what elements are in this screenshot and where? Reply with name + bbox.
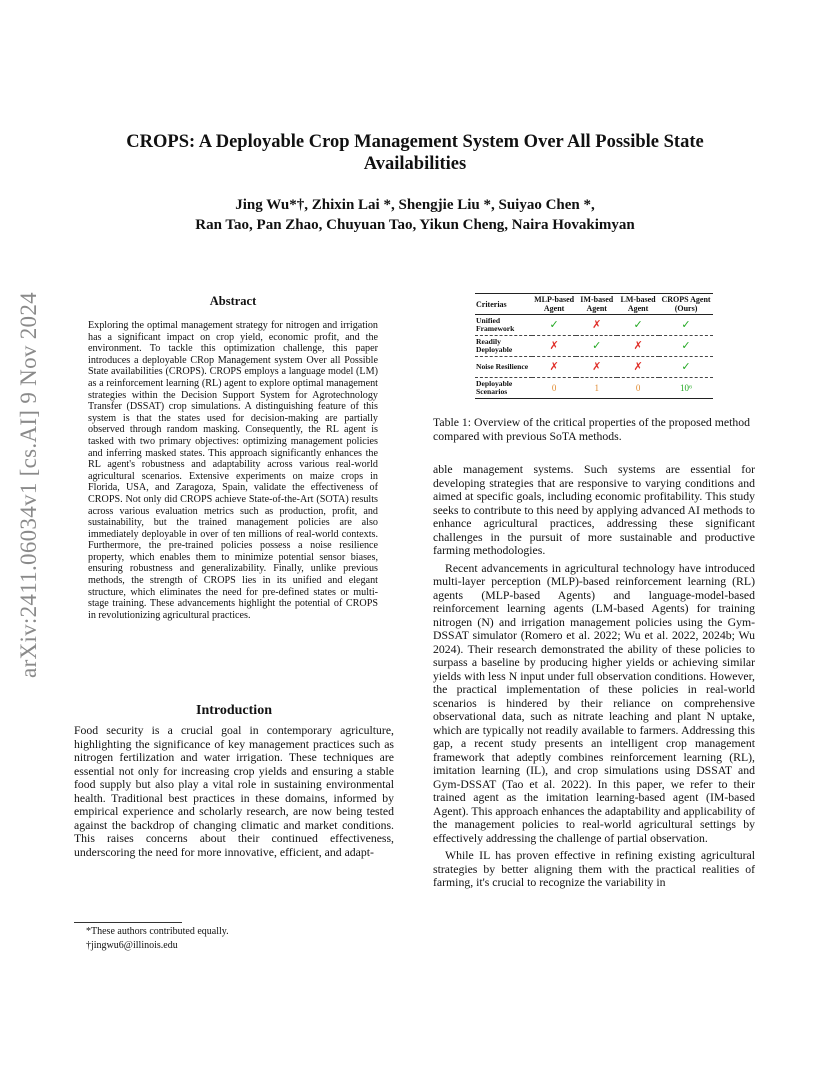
check-icon: ✓ bbox=[576, 336, 617, 357]
cross-icon: ✗ bbox=[617, 336, 659, 357]
abstract-text: Exploring the optimal management strategy for nitrogen and irrigation has a significant impact on crop yield, economic profit, and the environment. To tackle this optimization challenge, this paper introduces a deployable CRop Management system Over all Possible State availabilities (CROPS). CROPS employs a language model (LM) as a reinforcement learning (RL) agent to explore optimal management strategies within the Decision Support System for Agrotechnology Transfer (DSSAT) crop simulations. A distinguishing feature of this system is that the states used for decision-making are partially observed through random masking. Consequently, the RL agent is tasked with two primary objectives: optimizing management policies and inferring masked states. This approach significantly enhances the RL agent's robustness and adaptability across various real-world agricultural scenarios. Extensive experiments on maize crops in Florida, USA, and Zaragoza, Spain, validate the effectiveness of CROPS. Not only did CROPS achieve State-of-the-Art (SOTA) results across various evaluation metrics such as production, profit, and sustainability, but the trained management policies are also immediately deployable in over of ten millions of real-world contexts. Furthermore, the pre-trained policies possess a noise resilience property, which enables them to minimize potential sensor biases, ensuring robustness and generalizability. Finally, unlike previous methods, the strength of CROPS lies in its unified and elegant structure, which eliminates the need for pre-defined states or multi-stage training. These advancements highlight the potential of CROPS in revolutionizing agricultural practices. bbox=[88, 320, 378, 621]
table-row bbox=[475, 315, 713, 336]
paragraph: While IL has proven effective in refining existing agricultural strategies by better aligning them with the practical realities of farming, it's crucial to recognize the variability in bbox=[433, 849, 755, 889]
author-list bbox=[80, 195, 750, 235]
cross-icon: ✗ bbox=[617, 357, 659, 378]
cross-icon: ✗ bbox=[532, 336, 577, 357]
authors-line-1: Jing Wu*†, Zhixin Lai *, Shengjie Liu *, Suiyao Chen *, bbox=[235, 197, 595, 213]
row-label: Noise Resilience bbox=[475, 357, 532, 378]
arxiv-watermark: arXiv:2411.06034v1 [cs.AI] 9 Nov 2024 bbox=[16, 292, 41, 678]
scenario-count: 1 bbox=[594, 382, 599, 393]
paper-title: CROPS: A Deployable Crop Management System Over All Possible State Availabilities bbox=[126, 132, 704, 174]
check-icon: ✓ bbox=[659, 315, 713, 336]
table-header: CROPS Agent (Ours) bbox=[661, 295, 711, 313]
authors-line-2: Ran Tao, Pan Zhao, Chuyuan Tao, Yikun Cheng, Naira Hovakimyan bbox=[195, 217, 635, 233]
table-header-row bbox=[475, 294, 713, 315]
abstract-heading: Abstract bbox=[209, 294, 257, 308]
criteria-table bbox=[475, 293, 713, 399]
cross-icon: ✗ bbox=[532, 357, 577, 378]
footnote-rule bbox=[74, 922, 182, 923]
check-icon: ✓ bbox=[617, 315, 659, 336]
cross-icon: ✗ bbox=[576, 315, 617, 336]
table-caption: Table 1: Overview of the critical properties of the proposed method compared with previous SoTA methods. bbox=[433, 416, 750, 443]
table-header: LM-based Agent bbox=[620, 295, 656, 313]
paragraph: Recent advancements in agricultural technology have introduced multi-layer perception (MLP)-based reinforcement learning (RL) agents (MLP-based Agents) and language-model-based reinforcement learning agents (LM-based Agents) for training nitrogen (N) and irrigation management policies using the Gym-DSSAT simulator (Romero et al. 2022; Wu et al. 2022, 2024b; Wu 2024). Their research demonstrated the ability of these policies to surpass a baseline by producing higher yields or achieving similar yields with less N input under full observation conditions. However, the practical implementation of these policies in real-world scenarios is hindered by their reliance on comprehensive observational data, such as nitrate leaching and plant N uptake, which are typically not readily available to farmers. Addressing this gap, a recent study presents an intelligent crop management framework that adeptly combines reinforcement learning (RL), imitation learning (IL), and crop simulations using DSSAT and Gym-DSSAT (Tao et al. 2022). In this paper, we refer to their trained agent as the imitation learning-based agent (IM-based Agent). This approach enhances the adaptability and applicability of the management policies to real-world agricultural settings by effectively addressing the challenge of partial observation. bbox=[433, 561, 755, 845]
table-header: IM-based Agent bbox=[580, 295, 614, 313]
table-header: MLP-based Agent bbox=[534, 295, 575, 313]
introduction-text: Food security is a crucial goal in contemporary agriculture, highlighting the significance of key management practices such as nitrogen fertilization and water irrigation. These techniques are essential not only for increasing crop yields and ensuring a stable food supply but also play a vital role in sustaining environmental health. Traditional best practices in these domains, informed by empirical experience and scholarly research, are now being tested against the backdrop of changing climatic and market conditions. This raises concerns about their continued effectiveness, underscoring the need for more innovative, efficient, and adapt- bbox=[74, 724, 394, 859]
check-icon: ✓ bbox=[659, 357, 713, 378]
check-icon: ✓ bbox=[532, 315, 577, 336]
right-column-text bbox=[433, 463, 755, 890]
footnotes bbox=[86, 925, 386, 952]
cross-icon: ✗ bbox=[576, 357, 617, 378]
row-label: Deployable Scenarios bbox=[476, 378, 513, 396]
table-row bbox=[475, 378, 713, 399]
paragraph: able management systems. Such systems are essential for developing strategies that are responsive to varying conditions and aimed at specific goals, including economic profitability. This study seeks to contribute to this need by applying advanced AI methods to enhance agricultural practices, addressing these significant challenges in the pursuit of more sustainable and productive farming methodologies. bbox=[433, 463, 755, 557]
scenario-count: 0 bbox=[635, 382, 641, 393]
footnote-email: †jingwu6@illinois.edu bbox=[86, 939, 178, 951]
row-label: Unified Framework bbox=[475, 315, 532, 336]
row-label: Readily Deployable bbox=[475, 336, 532, 357]
scenario-count: 10⁶ bbox=[679, 382, 693, 393]
table-row bbox=[475, 357, 713, 378]
table-header: Criterias bbox=[476, 299, 507, 309]
scenario-count: 0 bbox=[551, 382, 557, 393]
table-row bbox=[475, 336, 713, 357]
footnote-equal-contribution: *These authors contributed equally. bbox=[86, 926, 229, 937]
check-icon: ✓ bbox=[659, 336, 713, 357]
introduction-heading: Introduction bbox=[196, 703, 272, 718]
